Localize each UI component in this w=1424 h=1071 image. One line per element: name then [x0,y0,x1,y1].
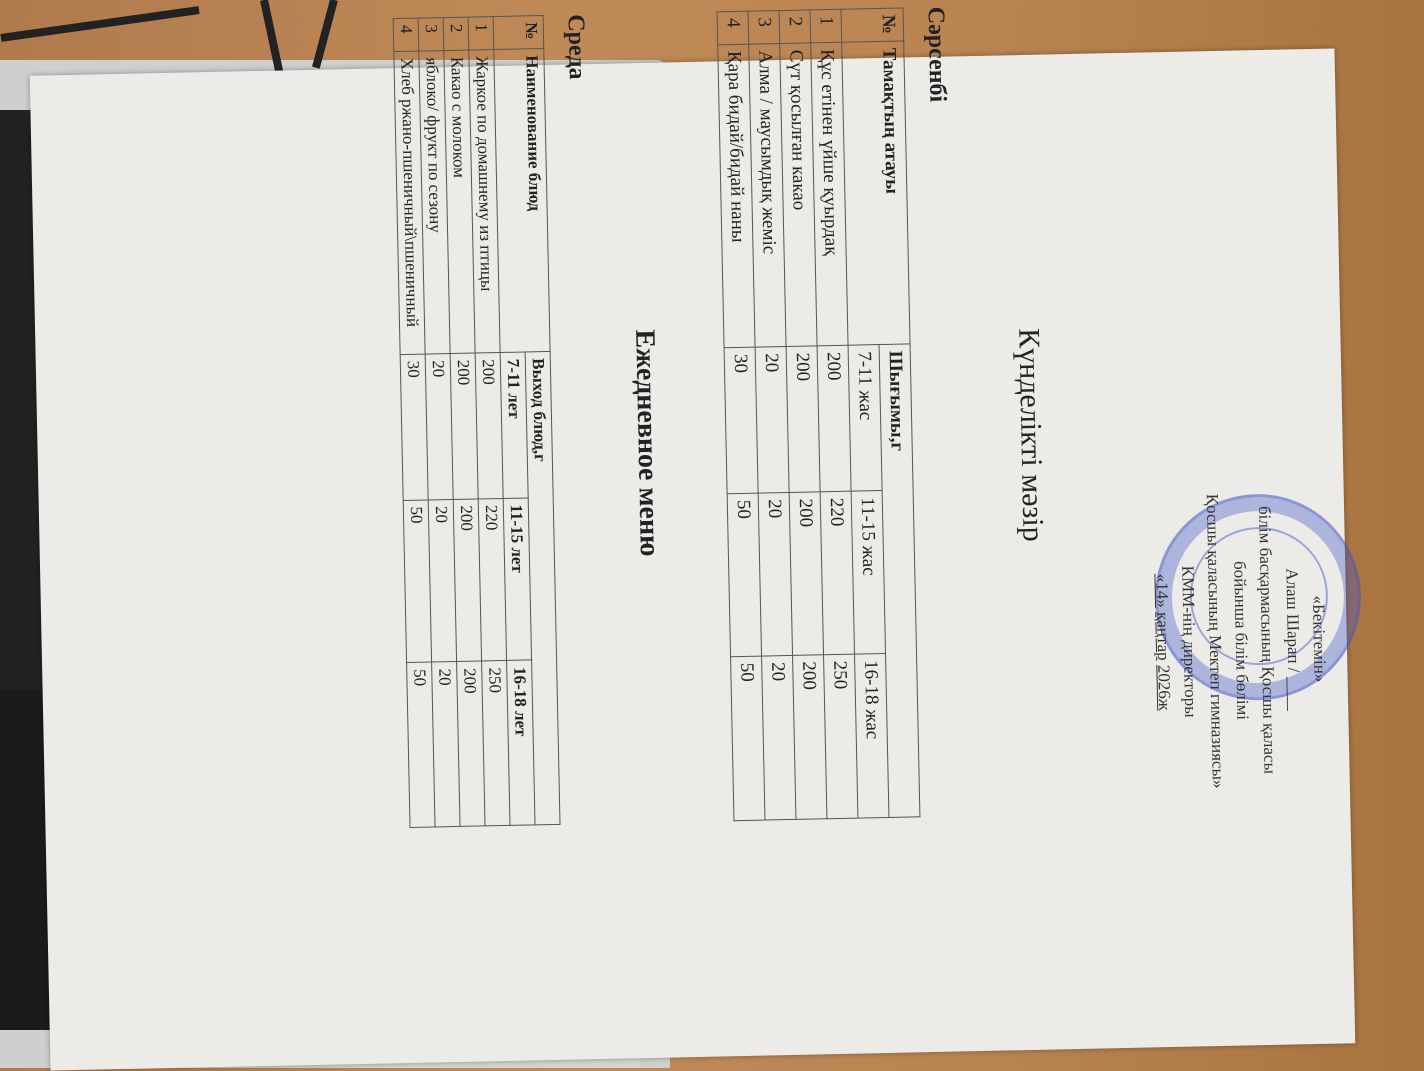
table-row: 1 Құс етінен үйше қуырдақ 200 220 250 [810,9,858,818]
approval-line: білім басқармасының Қосшы қаласы [1255,505,1280,775]
table-row: 4 Хлеб ржано-пшеничный\пшеничный 30 50 50 [393,18,435,827]
approval-date: «14» қаңтар 2026ж [1152,573,1175,711]
table-row: 3 Алма / маусымдық жеміс 20 20 20 [748,11,796,820]
col-output: Шығымы,г [879,344,920,818]
col-age3: 16-18 лет [507,660,535,825]
col-name: Наименование блюд [494,49,550,353]
approval-line: «Бекітемін» [1308,595,1330,683]
table-row: 1 Жаркое по домашнему из птицы 200 220 250 [468,17,510,826]
col-age3: 16-18 жас [855,653,889,818]
menu-document [30,6,1356,1070]
day-ru: Среда [562,14,590,80]
table-row: 2 Какао с молоком 200 200 200 [443,17,485,826]
col-num: № [493,16,544,50]
col-age2: 11-15 жас [851,490,885,654]
approval-line: Қосшы қаласының Мектеп гимназиясы» [1202,493,1228,789]
col-age1: 7-11 жас [848,345,882,492]
approval-line: Алаш Шарап / ____ [1282,568,1305,711]
col-output: Выход блюд,г [525,351,560,824]
menu-table-kz [717,7,921,821]
col-age2: 11-15 лет [503,498,531,661]
title-kz: Күнделікті мәзір [1012,327,1050,542]
approval-line: КММ-нің директоры [1178,565,1201,718]
col-name: Тамақтың атауы [842,41,910,345]
col-age1: 7-11 лет [500,352,528,498]
title-ru: Ежедневное меню [629,329,665,557]
table-row: 3 яблоко/ фрукт по сезону 20 20 20 [418,18,460,827]
menu-table-ru [393,15,561,828]
document-page [118,0,1377,904]
table-row: 4 Қара бидай/бидай наны 30 50 50 [717,11,765,820]
approval-line: бойынша білім бөлімі [1230,560,1253,721]
table-row: 2 Сүт қосылған какао 200 200 200 [779,10,827,819]
col-num: № [841,8,904,42]
approval-block [1146,459,1335,823]
day-kz: Сәрсенбі [922,6,951,103]
